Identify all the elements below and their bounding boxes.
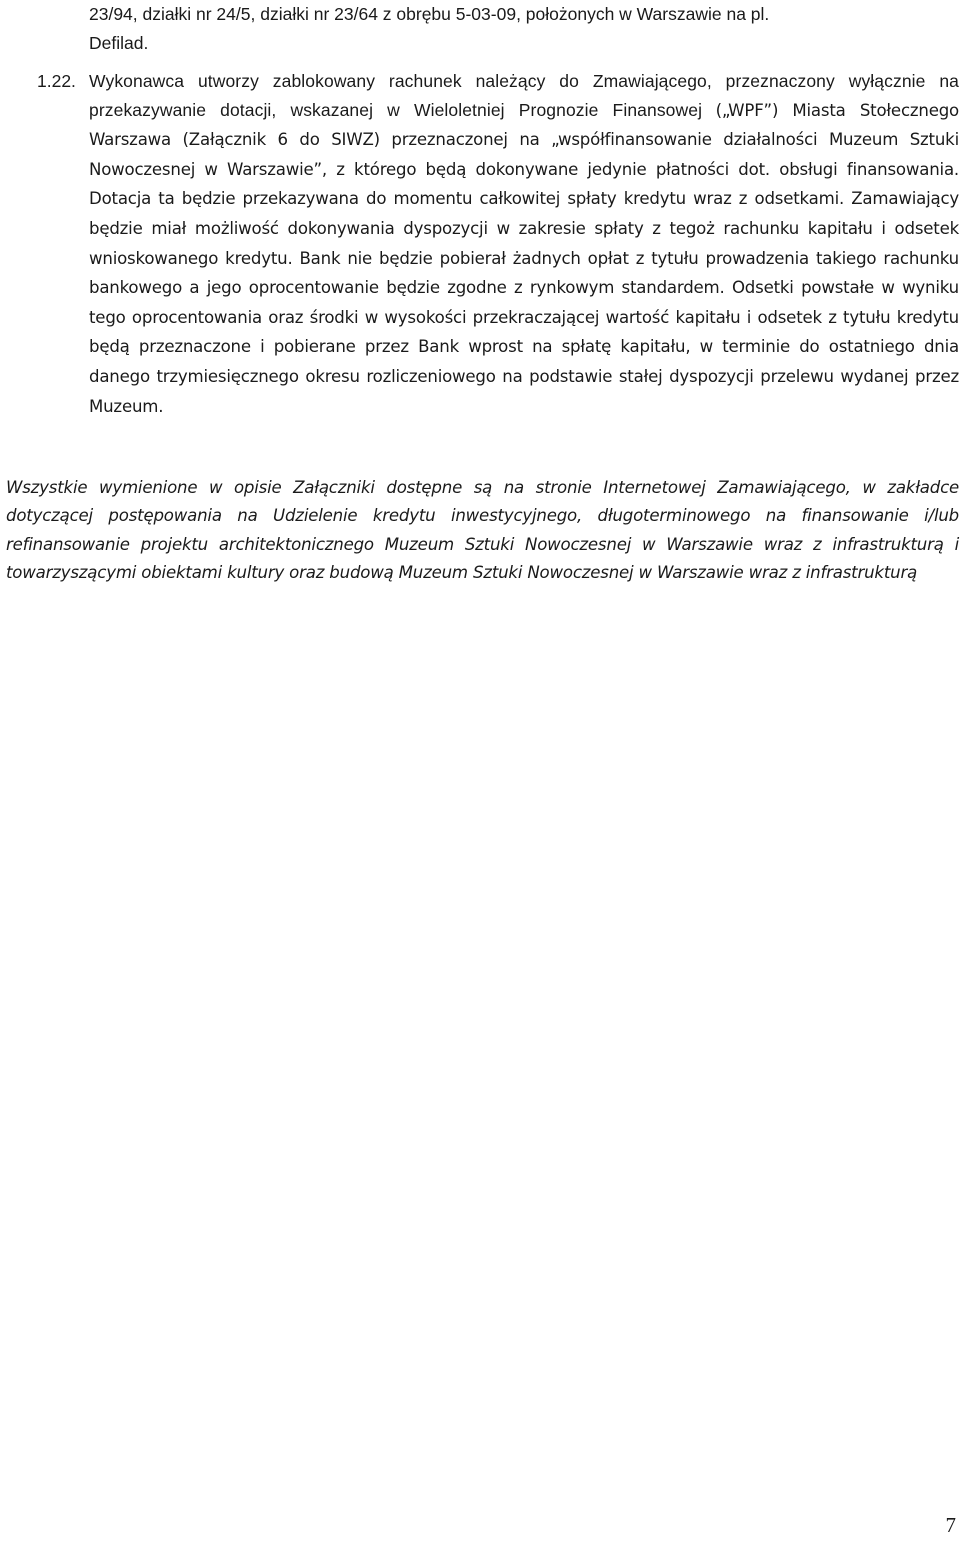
page-number: 7	[945, 1513, 956, 1537]
continuation-line-2: Defilad.	[89, 33, 149, 53]
item-text-part-2: („WPF”) Miasta Stołecznego Warszawa (Załącznik 6 do SIWZ) przeznaczonej na „współfinansowanie działalności Muzeum Sztuki Nowoczesnej w Warszawie”, z którego będą dokonywane jedynie płatności dot. obsługi finansowania. Dotacja ta będzie przekazywana do momentu całkowitej spłaty kredytu wraz z odsetkami. Zamawiający będzie miał możliwość dokonywania dyspozycji w zakresie spłaty z tegoż rachunku kapitału i odsetek wnioskowanego kredytu. Bank nie będzie pobierał żadnych opłat z tytułu prowadzenia takiego rachunku bankowego a jego oprocentowanie będzie zgodne z rynkowym standardem. Odsetki powstałe w wyniku tego oprocentowania oraz środki w wysokości przekraczającej wartość kapitału i odsetek z tytułu kredytu będą przeznaczone i pobierane przez Bank wprost na spłatę kapitału, w terminie do ostatniego dnia danego trzymiesięcznego okresu rozliczeniowego na podstawie stałej dyspozycji przelewu wydanej przez Muzeum.	[89, 100, 959, 416]
attachments-note: Wszystkie wymienione w opisie Załączniki dostępne są na stronie Internetowej Zamawiającego, w zakładce dotyczącej postępowania na Udzielenie kredytu inwestycyjnego, długoterminowego na finansowanie i/lub refinansowanie projektu architektonicznego Muzeum Sztuki Nowoczesnej w Warszawie wraz z infrastrukturą i towarzyszącymi obiektami kultury oraz budową Muzeum Sztuki Nowoczesnej w Warszawie wraz z infrastrukturą	[6, 478, 959, 583]
continuation-paragraph	[89, 0, 959, 58]
item-text	[89, 67, 959, 421]
continuation-line-1: 23/94, działki nr 24/5, działki nr 23/64 z obrębu 5-03-09, położonych w Warszawie na pl.	[89, 4, 770, 24]
item-text-part-1: Wykonawca utworzy zablokowany rachunek należący do Zmawiającego, przeznaczony wyłącznie na przekazywanie dotacji, wskazanej w Wieloletniej Prognozie Finansowej	[89, 71, 959, 120]
item-number: 1.22.	[37, 71, 76, 91]
